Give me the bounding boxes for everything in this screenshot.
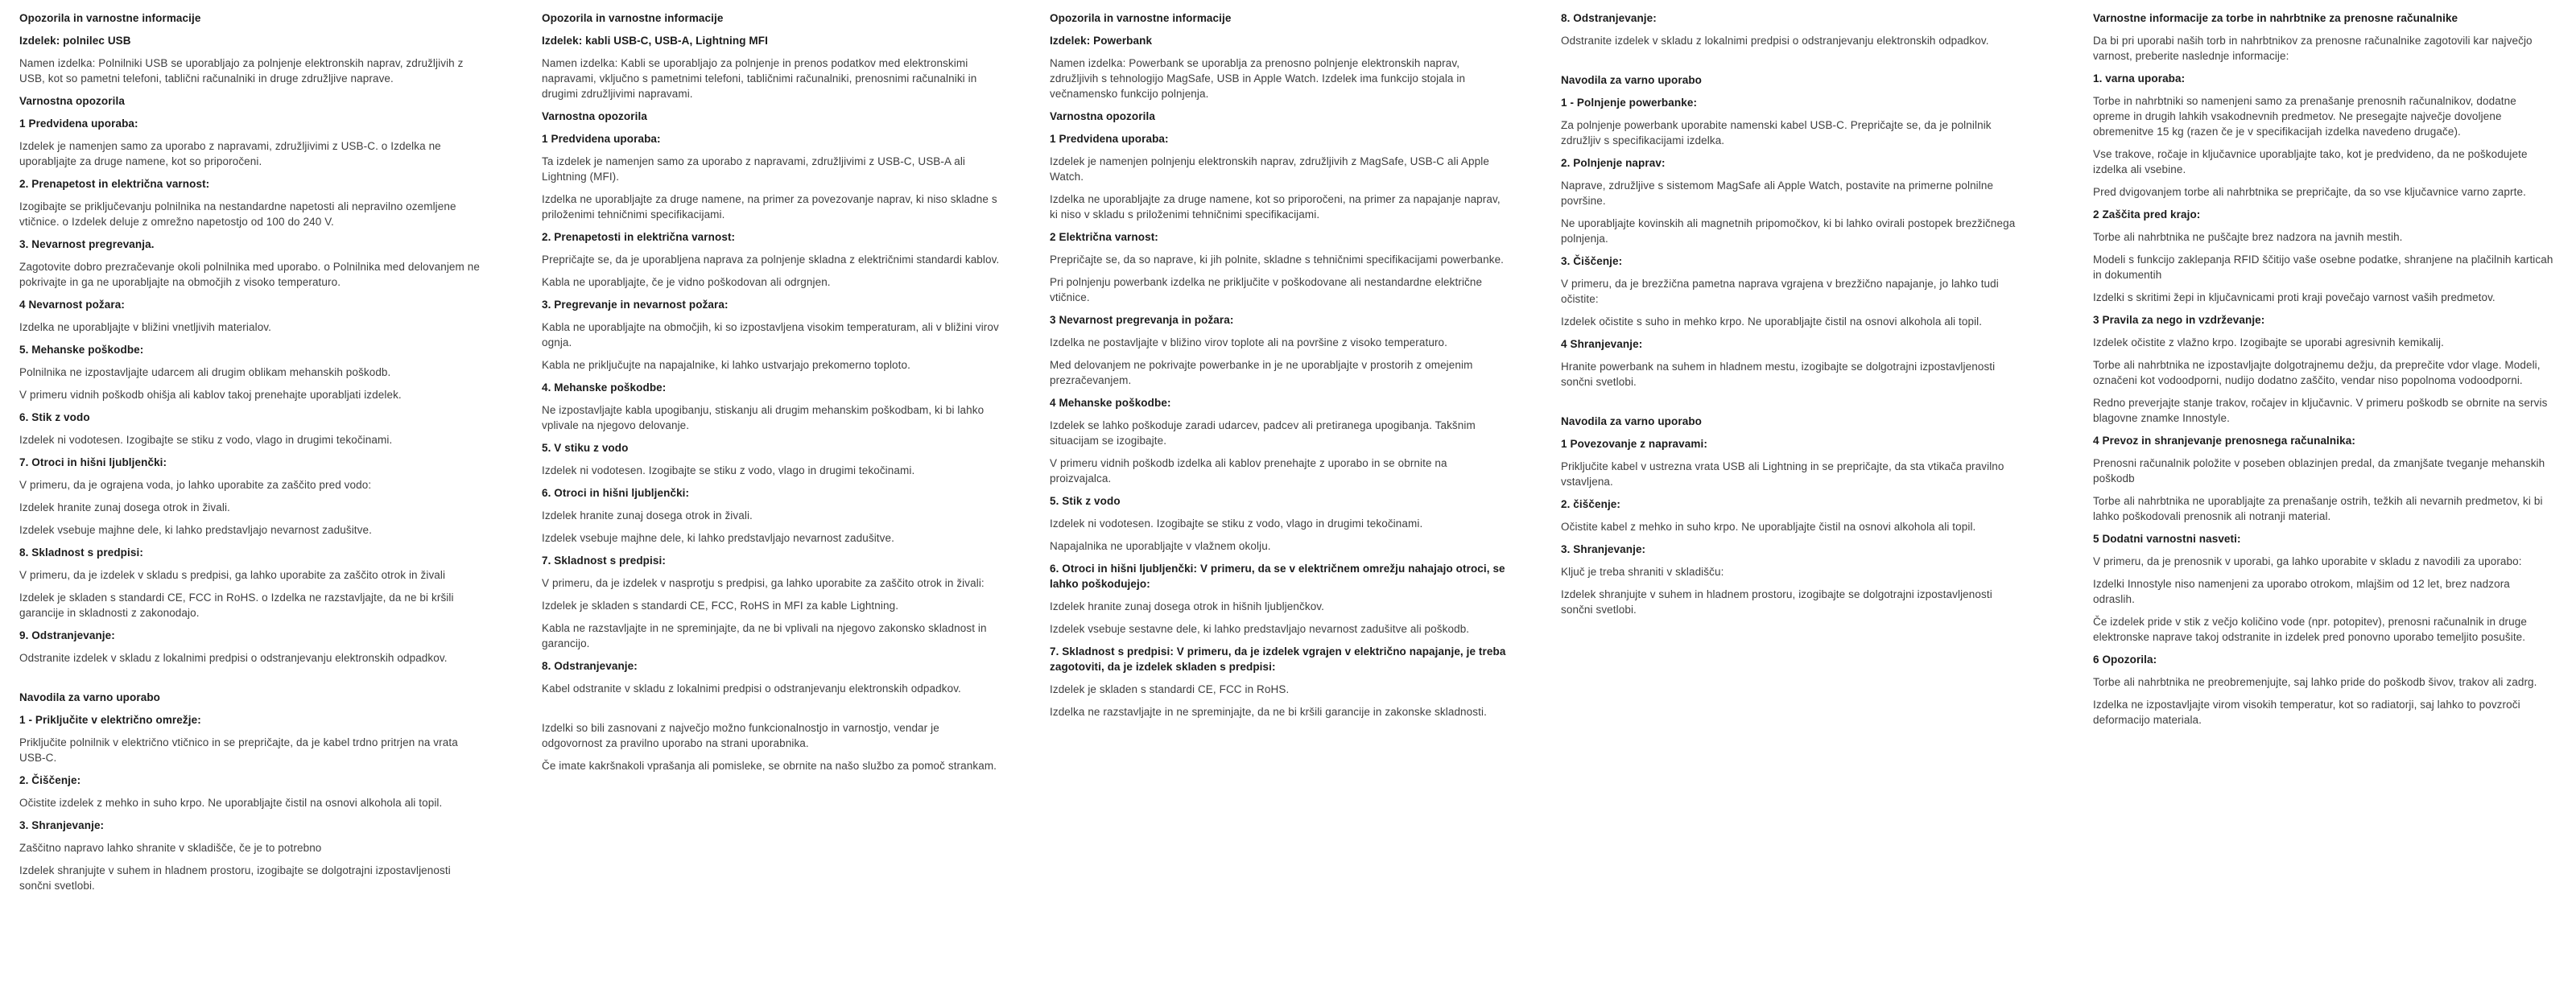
section-heading: 7. Skladnost s predpisi: V primeru, da je izdelek vgrajen v električno napajanje, je treba zagotoviti, da je izdelek skladen s predpisi: — [1050, 645, 1506, 673]
section-heading: 5. V stiku z vodo — [542, 442, 629, 454]
paragraph: Namen izdelka: Polnilniki USB se uporabljajo za polnjenje elektronskih naprav, združljivih z USB, kot so pametni telefoni, tablični računalniki in druge združljive naprave. — [19, 57, 464, 85]
paragraph: Ne izpostavljajte kabla upogibanju, stiskanju ali drugim mehanskim poškodbam, ki bi lahko vplivale na njegovo delovanje. — [542, 404, 985, 431]
paragraph: Izdelek je skladen s standardi CE, FCC in RoHS. o Izdelka ne razstavljajte, da ne bi kršili garancije in skladnosti z zakonodajo. — [19, 592, 454, 619]
paragraph: Torbe ali nahrbtnika ne puščajte brez nadzora na javnih mestih. — [2093, 231, 2403, 243]
paragraph: V primeru vidnih poškodb ohišja ali kablov takoj prenehajte uporabljati izdelek. — [19, 389, 402, 401]
paragraph: Kabel odstranite v skladu z lokalnimi predpisi o odstranjevanju elektronskih odpadkov. — [542, 682, 961, 695]
paragraph: Pred dvigovanjem torbe ali nahrbtnika se prepričajte, da so vse ključavnice varno zaprte. — [2093, 186, 2526, 198]
paragraph: Prepričajte se, da so naprave, ki jih polnite, skladne s tehničnimi specifikacijami powerbanke. — [1050, 254, 1505, 266]
paragraph: Redno preverjajte stanje trakov, ročajev in ključavnic. V primeru poškodb se obrnite na servis blagovne znamke Innostyle. — [2093, 397, 2548, 424]
paragraph: Odstranite izdelek v skladu z lokalnimi predpisi o odstranjevanju elektronskih odpadkov. — [1561, 35, 1989, 47]
paragraph: Kabla ne priključujte na napajalnike, ki lahko ustvarjajo prekomerno toploto. — [542, 359, 910, 371]
paragraph: Izdelek se lahko poškoduje zaradi udarcev, padcev ali pretiranega upogibanja. Takšnim situacijam se izogibajte. — [1050, 419, 1476, 447]
section-heading: 2 Zaščita pred krajo: — [2093, 208, 2201, 221]
paragraph: Če izdelek pride v stik z večjo količino vode (npr. potopitev), prenosni računalnik in druge elektronske naprave takoj odstranite in izdelek pred ponovno uporabo temeljito posušite. — [2093, 616, 2527, 643]
paragraph: Izdelek očistite z vlažno krpo. Izogibajte se uporabi agresivnih kemikalij. — [2093, 336, 2444, 348]
paragraph: Zagotovite dobro prezračevanje okoli polnilnika med uporabo. o Polnilnika med delovanjem ne pokrivajte in ga ne uporabljajte na območjih z visoko temperaturo. — [19, 261, 480, 288]
paragraph: V primeru, da je izdelek v skladu s predpisi, ga lahko uporabite za zaščito otrok in živali — [19, 569, 446, 581]
section-heading: Opozorila in varnostne informacije — [1050, 12, 1232, 24]
column-powerbank-warnings — [1050, 10, 1510, 727]
paragraph: V primeru, da je prenosnik v uporabi, ga lahko uporabite v skladu z navodili za uporabo: — [2093, 555, 2522, 567]
paragraph: Torbe in nahrbtniki so namenjeni samo za prenašanje prenosnih računalnikov, dodatne opreme in drugih lahkih vsakodnevnih predmetov. Ne presegajte največje dovoljene obremenitve 15 kg (razen če je v specifikacijah izdelka navedeno drugače). — [2093, 95, 2516, 138]
section-heading: Navodila za varno uporabo — [1561, 415, 1703, 427]
section-heading: Varnostne informacije za torbe in nahrbtnike za prenosne računalnike — [2093, 12, 2458, 24]
section-heading: 6. Otroci in hišni ljubljenčki: V primeru, da se v električnem omrežju nahajajo otroci, se lahko poškodujejo: — [1050, 563, 1505, 590]
paragraph: Torbe ali nahrbtnika ne izpostavljajte dolgotrajnemu dežju, da preprečite vdor vlage. Modeli, označeni kot vodoodporni, nudijo dodatno zaščito, vendar niso popolnoma vodoodporni. — [2093, 359, 2541, 386]
section-heading: 6. Stik z vodo — [19, 411, 90, 423]
section-heading: Navodila za varno uporabo — [1561, 74, 1703, 86]
section-heading: Navodila za varno uporabo — [19, 691, 161, 703]
section-heading: 4 Prevoz in shranjevanje prenosnega računalnika: — [2093, 435, 2355, 447]
section-heading: 2. Prenapetosti in električna varnost: — [542, 231, 736, 243]
section-heading: 3. Nevarnost pregrevanja. — [19, 238, 155, 250]
paragraph: Da bi pri uporabi naših torb in nahrbtnikov za prenosne računalnike zagotovili kar največjo varnost, preberite naslednje informacije: — [2093, 35, 2533, 62]
paragraph: Očistite izdelek z mehko in suho krpo. Ne uporabljajte čistil na osnovi alkohola ali topil. — [19, 797, 443, 809]
paragraph: Hranite powerbank na suhem in hladnem mestu, izogibajte se dolgotrajni izpostavljenosti sončni svetlobi. — [1561, 361, 1996, 388]
paragraph: Izdelek vsebuje majhne dele, ki lahko predstavljajo nevarnost zadušitve. — [542, 532, 894, 544]
paragraph-spacer — [542, 703, 1002, 720]
paragraph: Kabla ne razstavljajte in ne spreminjajte, da ne bi vplivali na njegovo zakonsko skladnost in garancijo. — [542, 622, 987, 649]
section-heading: 5. Stik z vodo — [1050, 495, 1121, 507]
paragraph: Modeli s funkcijo zaklepanja RFID ščitijo vaše osebne podatke, shranjene na plačilnih karticah in dokumentih — [2093, 254, 2553, 281]
section-heading: 3 Nevarnost pregrevanja in požara: — [1050, 314, 1234, 326]
paragraph: Izdelka ne izpostavljajte virom visokih temperatur, kot so radiatorji, saj lahko to povzroči deformacijo materiala. — [2093, 699, 2520, 726]
paragraph: Zaščitno napravo lahko shranite v skladišče, če je to potrebno — [19, 842, 322, 854]
paragraph: Izdelek vsebuje sestavne dele, ki lahko predstavljajo nevarnost zadušitve ali poškodb. — [1050, 623, 1470, 635]
paragraph: Za polnjenje powerbank uporabite namenski kabel USB-C. Prepričajte se, da je polnilnik združljiv s specifikacijami izdelka. — [1561, 119, 1992, 146]
paragraph: Izdelek je namenjen samo za uporabo z napravami, združljivimi z USB-C. o Izdelka ne uporabljajte za druge namene, kot so priporočeni. — [19, 140, 441, 167]
section-heading: 7. Skladnost s predpisi: — [542, 555, 666, 567]
paragraph: Izdelki s skritimi žepi in ključavnicami proti kraji povečajo varnost vaših predmetov. — [2093, 291, 2496, 303]
paragraph: Namen izdelka: Powerbank se uporablja za prenosno polnjenje elektronskih naprav, združljivih s tehnologijo MagSafe, USB in Apple Watch. Izdelek ima funkcijo stojala in večnamensko funkcijo polnjenja. — [1050, 57, 1466, 100]
paragraph: Priključite kabel v ustrezna vrata USB ali Lightning in se prepričajte, da sta vtikača pravilno vstavljena. — [1561, 460, 2004, 488]
paragraph: Izdelek hranite zunaj dosega otrok in hišnih ljubljenčkov. — [1050, 600, 1324, 612]
paragraph-spacer — [1561, 397, 2021, 414]
section-heading: 9. Odstranjevanje: — [19, 629, 115, 641]
paragraph: Vse trakove, ročaje in ključavnice uporabljajte tako, kot je predvideno, da ne poškodujete izdelka ali vsebine. — [2093, 148, 2528, 175]
paragraph: Izdelka ne postavljajte v bližino virov toplote ali na površine z visoko temperaturo. — [1050, 336, 1447, 348]
paragraph: V primeru, da je ograjena voda, jo lahko uporabite za zaščito pred vodo: — [19, 479, 372, 491]
section-heading: Izdelek: Powerbank — [1050, 35, 1153, 47]
section-heading: Izdelek: polnilec USB — [19, 35, 131, 47]
paragraph: Izdelek je skladen s standardi CE, FCC in RoHS. — [1050, 683, 1290, 695]
section-heading: 1 Predvidena uporaba: — [542, 133, 661, 145]
paragraph-spacer — [19, 673, 480, 690]
paragraph: Ključ je treba shraniti v skladišču: — [1561, 566, 1724, 578]
section-heading: 2. Prenapetost in električna varnost: — [19, 178, 210, 190]
paragraph: Izdelka ne uporabljajte za druge namene, kot so priporočeni, na primer za napajanje naprav, ki niso v skladu s priloženimi tehničnimi specifikacijami. — [1050, 193, 1501, 221]
paragraph: Pri polnjenju powerbank izdelka ne priključite v poškodovane ali nestandardne električne vtičnice. — [1050, 276, 1483, 303]
section-heading: 4 Shranjevanje: — [1561, 338, 1643, 350]
paragraph: Izdelek očistite s suho in mehko krpo. Ne uporabljajte čistil na osnovi alkohola ali topil. — [1561, 315, 1983, 328]
column-laptop-bags-safety — [2093, 10, 2553, 735]
paragraph: Naprave, združljive s sistemom MagSafe ali Apple Watch, postavite na primerne polnilne površine. — [1561, 179, 1994, 207]
paragraph: Prepričajte se, da je uporabljena naprava za polnjenje skladna z električnimi standardi kablov. — [542, 254, 1000, 266]
section-heading: 2. Čiščenje: — [19, 774, 81, 786]
paragraph: Polnilnika ne izpostavljajte udarcem ali drugim oblikam mehanskih poškodb. — [19, 366, 391, 378]
column-powerbank-usage-instructions — [1561, 10, 2021, 625]
section-heading: 4. Mehanske poškodbe: — [542, 381, 667, 394]
paragraph: Napajalnika ne uporabljajte v vlažnem okolju. — [1050, 540, 1271, 552]
paragraph: Izdelek ni vodotesen. Izogibajte se stiku z vodo, vlago in drugimi tekočinami. — [1050, 517, 1423, 530]
paragraph: Med delovanjem ne pokrivajte powerbanke in je ne uporabljajte v prostorih z omejenim prezračevanjem. — [1050, 359, 1473, 386]
section-heading: 2. Polnjenje naprav: — [1561, 157, 1666, 169]
section-heading: Varnostna opozorila — [542, 110, 647, 122]
paragraph: Izdelka ne uporabljajte v bližini vnetljivih materialov. — [19, 321, 272, 333]
paragraph: Ne uporabljajte kovinskih ali magnetnih pripomočkov, ki bi lahko ovirali postopek brezžičnega polnjenja. — [1561, 217, 2016, 245]
paragraph: Prenosni računalnik položite v poseben oblazinjen predal, da zmanjšate tveganje mehanskih poškodb — [2093, 457, 2545, 484]
paragraph: V primeru, da je izdelek v nasprotju s predpisi, ga lahko uporabite za zaščito otrok in živali: — [542, 577, 985, 589]
section-heading: 1 - Priključite v električno omrežje: — [19, 714, 201, 726]
section-heading: 1. varna uporaba: — [2093, 72, 2186, 85]
paragraph: Namen izdelka: Kabli se uporabljajo za polnjenje in prenos podatkov med elektronskimi napravami, vključno s pametnimi telefoni, tabličnimi računalniki, prenosnimi računalniki in drugimi združljivimi napravami. — [542, 57, 977, 100]
paragraph: Izdelek shranjujte v suhem in hladnem prostoru, izogibajte se dolgotrajni izpostavljenosti sončni svetlobi. — [19, 864, 451, 892]
paragraph: Izdelek vsebuje majhne dele, ki lahko predstavljajo nevarnost zadušitve. — [19, 524, 372, 536]
paragraph: Če imate kakršnakoli vprašanja ali pomisleke, se obrnite na našo službo za pomoč strankam. — [542, 760, 997, 772]
column-cables-warnings — [542, 10, 1002, 781]
paragraph-spacer — [1561, 56, 2021, 72]
section-heading: 6. Otroci in hišni ljubljenčki: — [542, 487, 690, 499]
section-heading: 1 - Polnjenje powerbanke: — [1561, 97, 1698, 109]
paragraph: Torbe ali nahrbtnika ne preobremenjujte, saj lahko pride do poškodb šivov, trakov ali zadrg. — [2093, 676, 2537, 688]
section-heading: 6 Opozorila: — [2093, 653, 2157, 666]
paragraph: Izdelka ne uporabljajte za druge namene, na primer za povezovanje naprav, ki niso skladne s priloženimi tehničnimi specifikacijami. — [542, 193, 997, 221]
section-heading: 3 Pravila za nego in vzdrževanje: — [2093, 314, 2265, 326]
section-heading: Opozorila in varnostne informacije — [542, 12, 724, 24]
section-heading: 3. Shranjevanje: — [19, 819, 105, 831]
section-heading: 4 Mehanske poškodbe: — [1050, 397, 1171, 409]
section-heading: 4 Nevarnost požara: — [19, 299, 125, 311]
section-heading: 1 Predvidena uporaba: — [1050, 133, 1169, 145]
section-heading: 8. Skladnost s predpisi: — [19, 546, 143, 559]
paragraph: Izogibajte se priključevanju polnilnika na nestandardne napetosti ali nepravilno ozemljene vtičnice. o Izdelek deluje z omrežno napetostjo od 100 do 240 V. — [19, 200, 456, 228]
paragraph: Izdelek ni vodotesen. Izogibajte se stiku z vodo, vlago in drugimi tekočinami. — [542, 464, 915, 476]
section-heading: 3. Shranjevanje: — [1561, 543, 1646, 555]
section-heading: 1 Povezovanje z napravami: — [1561, 438, 1707, 450]
paragraph: Kabla ne uporabljajte, če je vidno poškodovan ali odrgnjen. — [542, 276, 831, 288]
paragraph: Izdelek hranite zunaj dosega otrok in živali. — [19, 501, 230, 513]
section-heading: 5 Dodatni varnostni nasveti: — [2093, 533, 2241, 545]
paragraph: Izdelek je skladen s standardi CE, FCC, RoHS in MFI za kable Lightning. — [542, 600, 899, 612]
section-heading: Opozorila in varnostne informacije — [19, 12, 201, 24]
paragraph: Izdelek ni vodotesen. Izogibajte se stiku z vodo, vlago in drugimi tekočinami. — [19, 434, 393, 446]
paragraph: Izdelki Innostyle niso namenjeni za uporabo otrokom, mlajšim od 12 let, brez nadzora odraslih. — [2093, 578, 2510, 605]
paragraph: Izdelki so bili zasnovani z največjo možno funkcionalnostjo in varnostjo, vendar je odgovornost za pravilno uporabo na strani uporabnika. — [542, 722, 939, 749]
paragraph: Izdelek je namenjen polnjenju elektronskih naprav, združljivih z MagSafe, USB-C ali Apple Watch. — [1050, 155, 1489, 183]
section-heading: 5. Mehanske poškodbe: — [19, 344, 144, 356]
paragraph: Priključite polnilnik v električno vtičnico in se prepričajte, da je kabel trdno pritrjen na vrata USB-C. — [19, 736, 458, 764]
section-heading: 3. Čiščenje: — [1561, 255, 1623, 267]
section-heading: 8. Odstranjevanje: — [1561, 12, 1657, 24]
paragraph: Kabla ne uporabljajte na območjih, ki so izpostavljena visokim temperaturam, ali v bližini virov ognja. — [542, 321, 999, 348]
paragraph: Očistite kabel z mehko in suho krpo. Ne uporabljajte čistil na osnovi alkohola ali topil. — [1561, 521, 1976, 533]
column-usb-charger-warnings — [19, 10, 480, 901]
section-heading: 1 Predvidena uporaba: — [19, 118, 138, 130]
section-heading: 2 Električna varnost: — [1050, 231, 1158, 243]
section-heading: Varnostna opozorila — [19, 95, 125, 107]
paragraph: Izdelka ne razstavljajte in ne spreminjajte, da ne bi kršili garancije in zakonske skladnosti. — [1050, 706, 1487, 718]
paragraph: Izdelek hranite zunaj dosega otrok in živali. — [542, 509, 753, 522]
paragraph: V primeru, da je brezžična pametna naprava vgrajena v brezžično napajanje, jo lahko tudi očistite: — [1561, 278, 1999, 305]
section-heading: Varnostna opozorila — [1050, 110, 1155, 122]
paragraph: Ta izdelek je namenjen samo za uporabo z napravami, združljivimi z USB-C, USB-A ali Lightning (MFI). — [542, 155, 966, 183]
section-heading: 2. čiščenje: — [1561, 498, 1620, 510]
paragraph: Torbe ali nahrbtnika ne uporabljajte za prenašanje ostrih, težkih ali nevarnih predmetov, ki bi lahko poškodovali prenosnik ali notranji material. — [2093, 495, 2543, 522]
paragraph: Odstranite izdelek v skladu z lokalnimi predpisi o odstranjevanju elektronskih odpadkov. — [19, 652, 448, 664]
paragraph: V primeru vidnih poškodb izdelka ali kablov prenehajte z uporabo in se obrnite na proizvajalca. — [1050, 457, 1447, 484]
paragraph: Izdelek shranjujte v suhem in hladnem prostoru, izogibajte se dolgotrajni izpostavljenosti sončni svetlobi. — [1561, 588, 1992, 616]
section-heading: 8. Odstranjevanje: — [542, 660, 638, 672]
section-heading: 3. Pregrevanje in nevarnost požara: — [542, 299, 729, 311]
section-heading: Izdelek: kabli USB-C, USB-A, Lightning MFI — [542, 35, 768, 47]
section-heading: 7. Otroci in hišni ljubljenčki: — [19, 456, 167, 468]
